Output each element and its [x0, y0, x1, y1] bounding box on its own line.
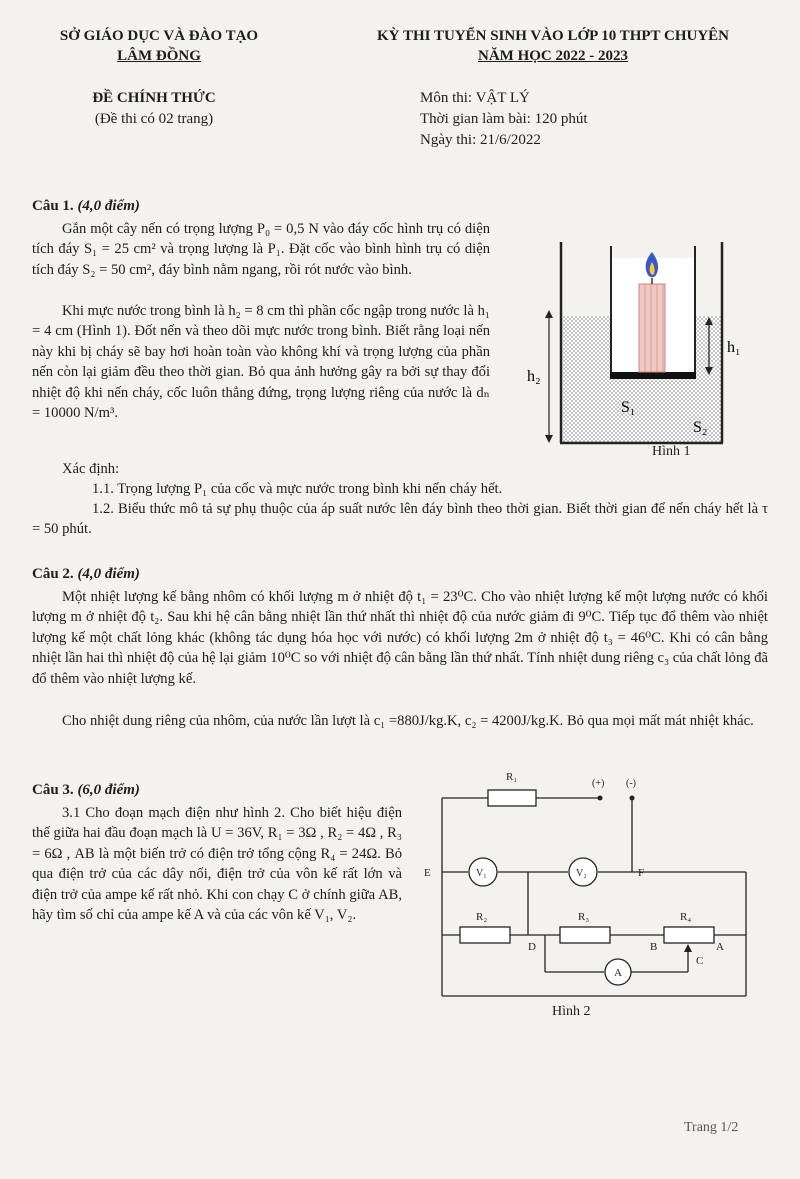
e-label: E [424, 867, 431, 879]
q1-title [32, 198, 140, 215]
duration: Thời gian làm bài: 120 phút [420, 111, 588, 127]
subject: Môn thi: VẬT LÝ [420, 90, 530, 106]
r4-label: R₄ [680, 911, 692, 923]
q3-points: (6,0 điểm) [77, 782, 140, 798]
q2-paragraph-2: Cho nhiệt dung riêng của nhôm, của nước lần lượt là c₁ =880J/kg.K, c₂ = 4200J/kg.K. Bỏ qua mọi mất mát nhiệt khác. [62, 713, 754, 729]
province-name: LÂM ĐỒNG [117, 48, 201, 64]
official-label: ĐỀ CHÍNH THỨC [92, 90, 216, 106]
figure-1-caption: Hình 1 [652, 444, 691, 459]
figure-2-circuit [418, 760, 768, 1008]
c-label: C [696, 955, 704, 967]
terminal-plus [598, 796, 603, 801]
resistor-r2 [460, 927, 510, 943]
resistor-r1 [488, 790, 536, 806]
school-year: NĂM HỌC 2022 - 2023 [478, 48, 628, 64]
q2-paragraph-1: Một nhiệt lượng kế bằng nhôm có khối lượng m ở nhiệt độ t₁ = 23⁰C. Cho vào nhiệt lượng kế một lượng nước có khối lượng m ở nhiệt độ t₂. Sau khi hệ cân bằng nhiệt lần thứ nhất thì nhiệt độ của nước giảm đi 9⁰C. Tiếp tục đổ thêm vào nhiệt lượng kế một chất lỏng khác (không tác dụng hóa học với nước) có khối lượng 2m ở nhiệt độ t₃ = 46⁰C. Khi có cân bằng nhiệt lần hai thì nhiệt độ của hệ lại giảm 10⁰C so với nhiệt độ cân bằng lần thứ nhất. Tính nhiệt dung riêng c₃ của chất lỏng đã đổ thêm vào nhiệt lượng kế. [32, 589, 768, 687]
h2-label: h₂ [527, 368, 541, 385]
q3-title [32, 782, 140, 799]
h1-label: h₁ [727, 339, 741, 356]
r2-label: R₂ [476, 911, 488, 923]
v1-label: V₁ [476, 868, 487, 879]
exam-title: KỲ THI TUYỂN SINH VÀO LỚP 10 THPT CHUYÊN [376, 28, 730, 44]
q3-label: Câu 3. [32, 782, 74, 798]
ammeter-label: A [614, 967, 622, 979]
q1-ask: Xác định: [62, 461, 120, 477]
d-label: D [528, 941, 536, 953]
slider-arrow [684, 944, 692, 952]
q1-label: Câu 1. [32, 198, 74, 214]
plus-label: (+) [592, 778, 605, 789]
q2-title [32, 566, 140, 583]
q1-paragraph-2: Khi mực nước trong bình là h₂ = 8 cm thì phần cốc ngập trong nước là h₁ = 4 cm (Hình 1). Đốt nến và theo dõi mực nước trong bình. Biết rằng loại nến này khi bị cháy sẽ bay hơi hoàn toàn vào không khí và trọng lượng của phần nến còn lại giảm đều theo thời gian. Bỏ qua ảnh hưởng gây ra bởi sự thay đổi nhiệt độ khi nến cháy, cốc luôn thẳng đứng, trọng lượng riêng của nước là dₙ = 10000 N/m³. [32, 303, 490, 422]
r3-label: R₃ [578, 911, 590, 923]
exam-date: Ngày thi: 21/6/2022 [420, 132, 541, 148]
cup-bottom [610, 372, 696, 379]
minus-label: (-) [626, 778, 636, 789]
b-label: B [650, 941, 658, 953]
a-label: A [716, 941, 724, 953]
terminal-minus [630, 796, 635, 801]
figure-1-beaker [505, 238, 775, 460]
q2-points: (4,0 điểm) [77, 566, 140, 582]
r1-label: R₁ [506, 771, 518, 783]
q1-sub-2: 1.2. Biểu thức mô tả sự phụ thuộc của áp suất nước lên đáy bình theo thời gian. Biết thời gian để nến cháy hết là τ = 50 phút. [32, 501, 768, 538]
dept-name: SỞ GIÁO DỤC VÀ ĐÀO TẠO [59, 28, 259, 44]
v2-label: V₂ [576, 868, 587, 879]
figure-2-caption: Hình 2 [552, 1004, 591, 1019]
q2-label: Câu 2. [32, 566, 74, 582]
q1-paragraph-1: Gắn một cây nến có trọng lượng P₀ = 0,5 N vào đáy cốc hình trụ có diện tích đáy S₁ = 25 cm² và trọng lượng là P₁. Đặt cốc vào bình hình trụ có diện tích đáy S₂ = 50 cm², đáy bình nằm ngang, rồi rót nước vào bình. [32, 221, 490, 278]
s1-label: S₁ [621, 399, 636, 416]
candle [639, 284, 665, 372]
f-label: F [638, 867, 645, 879]
q1-sub-1: 1.1. Trọng lượng P₁ của cốc và mực nước trong bình khi nến cháy hết. [92, 481, 503, 497]
rheostat-r4 [664, 927, 714, 943]
page-count: (Đề thi có 02 trang) [94, 111, 214, 127]
s2-label: S₂ [693, 419, 708, 436]
resistor-r3 [560, 927, 610, 943]
q1-points: (4,0 điểm) [77, 198, 140, 214]
page-number: Trang 1/2 [684, 1120, 739, 1135]
q3-paragraph-1: 3.1 Cho đoạn mạch điện như hình 2. Cho biết hiệu điện thế giữa hai đầu đoạn mạch là U = 36V, R₁ = 3Ω , R₂ = 4Ω , R₃ = 6Ω , AB là một biến trở có điện trở tổng cộng R₄ = 24Ω. Bỏ qua điện trở của các dây nối, điện trở của vôn kế rất lớn và điện trở của ampe kế rất nhỏ. Khi con chạy C ở chính giữa AB, hãy tìm số chỉ của ampe kế A và của các vôn kế V₁, V₂. [32, 805, 402, 924]
